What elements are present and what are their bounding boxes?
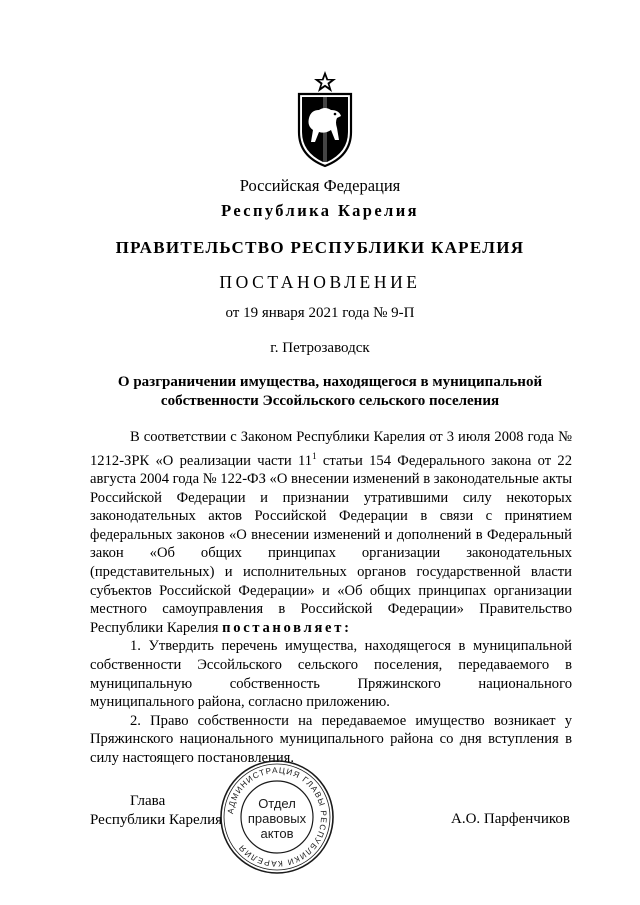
resolves-word: постановляет bbox=[222, 619, 345, 636]
preamble-text-continued: статьи 154 Федерального закона от 22 августа 2004 года № 122-ФЗ «О внесении изменений в законодательные акты Российской Федерации и признании утратившими силу некоторых законодательных актов Российской Федерации в связи с принятием федеральных законов «О внесении изменений и дополнений в Федеральный закон «Об общих принципах организации законодательных (представительных) и исполнительных органов государственной власти субъектов Российской Федерации» и «Об общих принципах организации местного самоуправления в Российской Федерации» Правительство Республики Карелия bbox=[90, 452, 572, 636]
stamp-ring-text: АДМИНИСТРАЦИЯ ГЛАВЫ РЕСПУБЛИКИ КАРЕЛИЯ bbox=[226, 765, 329, 869]
resolves-colon: : bbox=[344, 619, 352, 636]
preamble-paragraph bbox=[90, 428, 572, 637]
stamp-line-3: актов bbox=[260, 826, 294, 841]
signatory-title bbox=[90, 792, 222, 830]
republic-heading: Республика Карелия bbox=[221, 201, 419, 220]
preamble-superscript: 1 bbox=[312, 450, 317, 461]
decree-body bbox=[90, 428, 572, 768]
stamp-line-1: Отдел bbox=[258, 796, 296, 811]
clause-2: 2. Право собственности на передаваемое имущество возникает у Пряжинского национального муниципального района со дня вступления в силу настоящего постановления. bbox=[90, 712, 572, 766]
karelia-coat-of-arms-icon bbox=[293, 70, 357, 168]
signatory-name: А.О. Парфенчиков bbox=[451, 811, 570, 827]
title-line-1: О разграничении имущества, находящегося в муниципальной bbox=[117, 374, 543, 390]
federation-heading: Российская Федерация bbox=[239, 176, 401, 195]
government-heading: ПРАВИТЕЛЬСТВО РЕСПУБЛИКИ КАРЕЛИЯ bbox=[115, 238, 525, 257]
stamp-line-2: правовых bbox=[247, 811, 307, 826]
clause-1: 1. Утвердить перечень имущества, находящегося в муниципальной собственности Эссойльского сельского поселения, передаваемого в муниципальную собственность Пряжинского национального муниципального района, согласно приложению. bbox=[90, 638, 572, 711]
title-line-2: собственности Эссойльского сельского поселения bbox=[160, 393, 500, 409]
document-type-heading: ПОСТАНОВЛЕНИЕ bbox=[219, 272, 421, 292]
city-line: г. Петрозаводск bbox=[270, 340, 370, 356]
date-line: от 19 января 2021 года № 9-П bbox=[225, 305, 415, 321]
signatory-title-line-1: Глава bbox=[130, 793, 166, 809]
signatory-title-line-2: Республики Карелия bbox=[90, 812, 223, 828]
preamble-text: В соответствии с Законом Республики Карелия от 3 июля 2008 года № 1212-ЗРК «О реализации части 11 bbox=[90, 429, 572, 469]
official-stamp bbox=[218, 758, 336, 876]
decree-title bbox=[90, 373, 570, 411]
